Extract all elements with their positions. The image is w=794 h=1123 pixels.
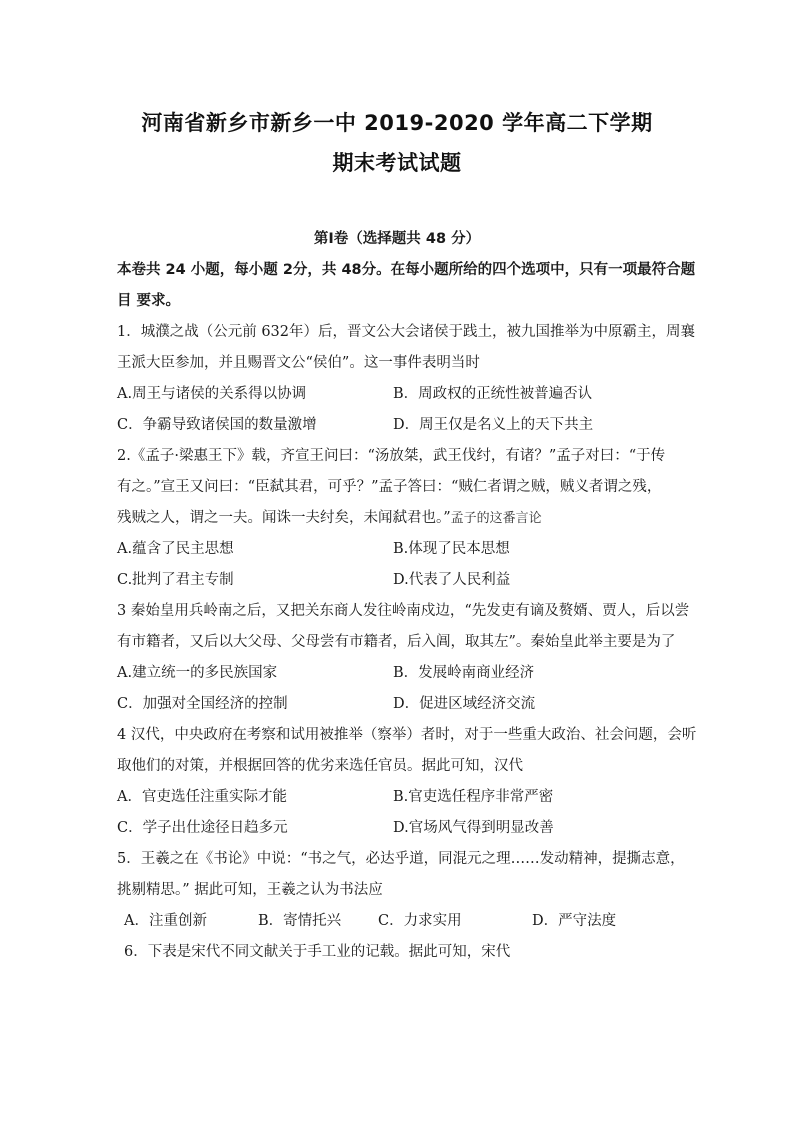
option-d: D．严守法度 xyxy=(532,913,617,929)
option-c: C．争霸导致诸侯国的数量激增 xyxy=(117,417,317,433)
question-stem-line: 有之。”宣王又问曰：“臣弑其君，可乎？”孟子答曰：“贼仁者谓之贼，贼义者谓之残， xyxy=(117,479,662,495)
option-d: D．周王仅是名义上的天下共主 xyxy=(393,417,594,433)
question-stem-line: 4 汉代，中央政府在考察和试用被推举（察举）者时，对于一些重大政治、社会问题，会听 xyxy=(117,727,697,743)
option-c: C．学子出仕途径日趋多元 xyxy=(117,820,288,836)
instructions-line: 目 要求。 xyxy=(117,293,181,309)
instructions-line: 本卷共 24 小题，每小题 2分，共 48分。在每小题所给的四个选项中，只有一项最符合题 xyxy=(117,262,696,278)
option-b: B．寄情托兴 xyxy=(258,913,342,929)
question-stem-tail: 孟子的这番言论 xyxy=(450,511,542,526)
option-b: B.体现了民本思想 xyxy=(393,541,510,557)
section-heading: 第Ⅰ卷（选择题共 48 分） xyxy=(313,231,481,247)
option-d: D．促进区域经济交流 xyxy=(393,696,536,712)
option-b: B．发展岭南商业经济 xyxy=(393,665,535,681)
question-stem-line: 取他们的对策，并根据回答的优劣来选任官员。据此可知，汉代 xyxy=(117,758,523,774)
question-stem-line: 5．王羲之在《书论》中说：“书之气，必达乎道，同混元之理……发动精神，提撕志意， xyxy=(117,851,685,867)
question-stem-line xyxy=(117,508,687,529)
option-a: A．注重创新 xyxy=(124,913,207,929)
question-stem-line: 有市籍者，又后以大父母、父母尝有市籍者，后入阊，取其左”。秦始皇此举主要是为了 xyxy=(117,634,676,650)
option-a: A.周王与诸侯的关系得以协调 xyxy=(117,386,307,402)
option-b: B．周政权的正统性被普遍否认 xyxy=(393,386,593,402)
question-stem-line: 6．下表是宋代不同文献关于手工业的记载。据此可知，宋代 xyxy=(124,944,511,960)
page-title: 河南省新乡市新乡一中 2019-2020 学年高二下学期 xyxy=(141,111,653,135)
question-stem-line: 1．城濮之战（公元前 632年）后，晋文公大会诸侯于践土，被九国推举为中原霸主，周襄 xyxy=(117,324,696,340)
option-b: B.官吏选任程序非常严密 xyxy=(393,789,554,805)
option-a: A.建立统一的多民族国家 xyxy=(117,665,278,681)
option-c: C．力求实用 xyxy=(378,913,462,929)
question-stem-text: 残贼之人，谓之一夫。闻诛一夫纣矣，未闻弑君也。” xyxy=(117,510,451,526)
option-a: A.蕴含了民主思想 xyxy=(117,541,234,557)
option-c: C.批判了君主专制 xyxy=(117,572,234,588)
question-stem-line: 挑剔精思。” 据此可知，王羲之认为书法应 xyxy=(117,882,383,898)
option-a: A．官吏选任注重实际才能 xyxy=(117,789,287,805)
question-stem-line: 王派大臣参加，并且赐晋文公“侯伯”。这一事件表明当时 xyxy=(117,355,480,371)
question-stem-line: 2.《孟子·梁惠王下》载，齐宣王问曰：“汤放桀，武王伐纣，有诸？”孟子对曰：“于传 xyxy=(117,448,666,464)
option-c: C．加强对全国经济的控制 xyxy=(117,696,288,712)
page-subtitle: 期末考试试题 xyxy=(332,151,462,175)
option-d: D.官场风气得到明显改善 xyxy=(393,820,554,836)
option-d: D.代表了人民利益 xyxy=(393,572,511,588)
question-stem-line: 3 秦始皇用兵岭南之后，又把关东商人发往岭南戍边，“先发吏有谪及赘婿、贾人，后以尝 xyxy=(117,603,690,619)
